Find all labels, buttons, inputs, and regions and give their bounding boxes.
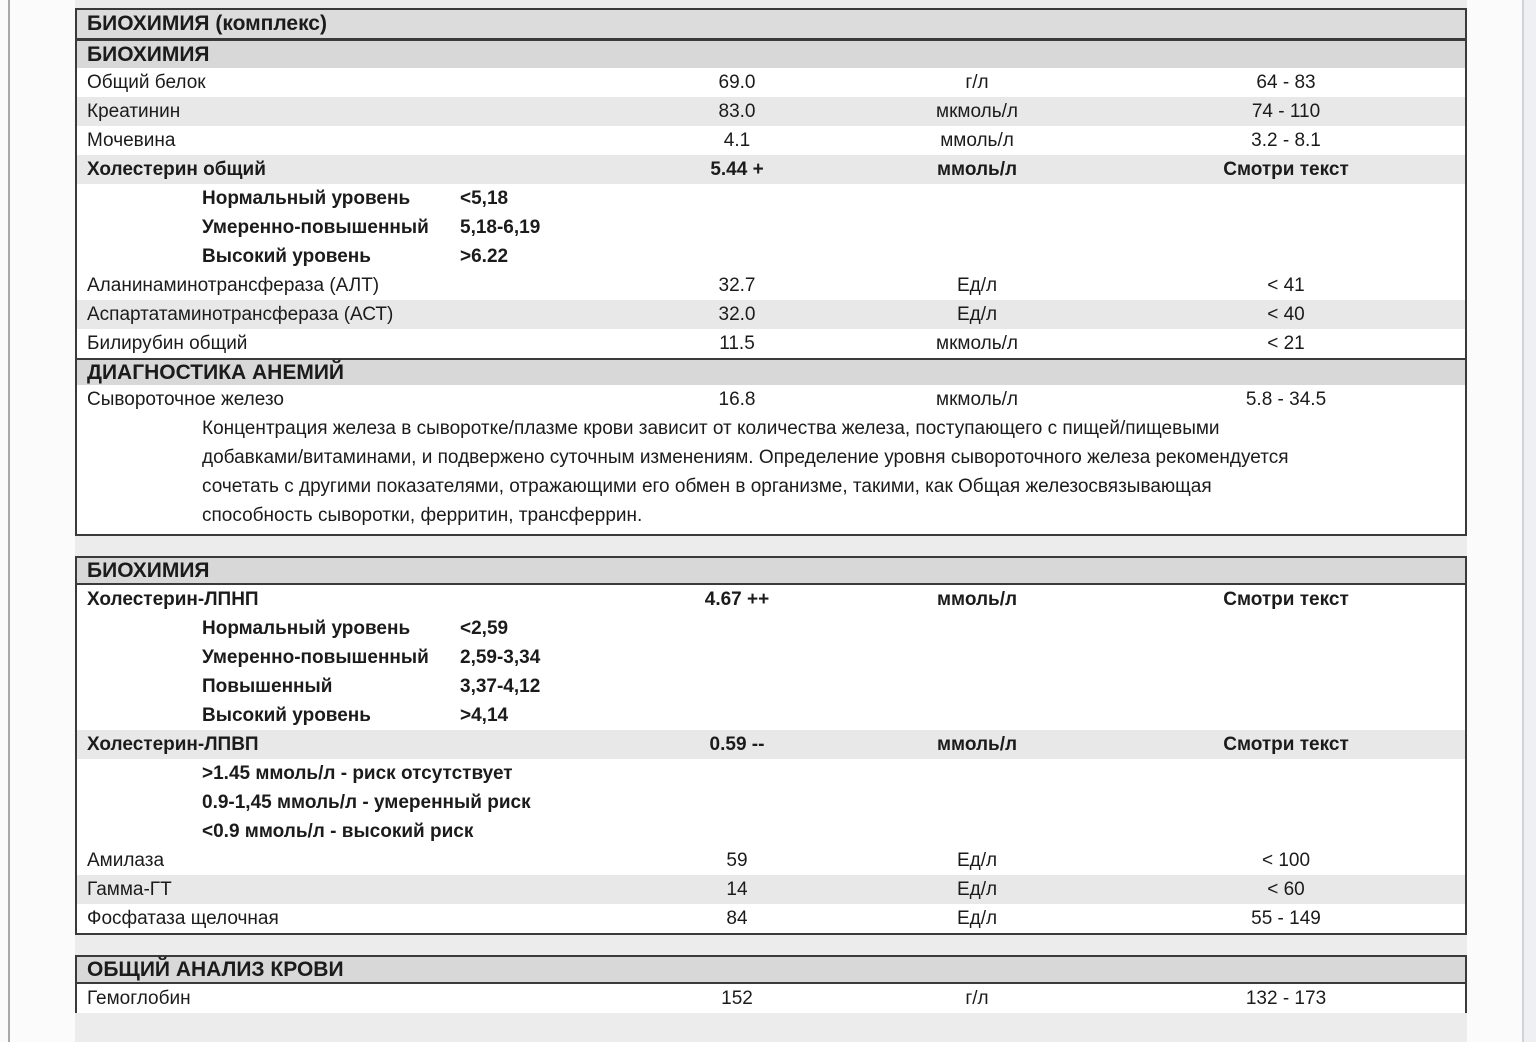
result-unit: Ед/л — [956, 274, 998, 296]
result-value: 69.0 — [718, 71, 756, 93]
result-unit: Ед/л — [956, 878, 998, 900]
analyte-name: Билирубин общий — [87, 332, 248, 354]
cholesterol-level-normal — [77, 184, 1465, 213]
reference-range: Смотри текст — [1223, 733, 1349, 755]
level-label: Умеренно-повышенный — [202, 646, 429, 668]
table-row-creatinine — [77, 97, 1465, 126]
section-header-biochemistry-2 — [77, 558, 1465, 585]
level-label: Нормальный уровень — [202, 187, 411, 209]
risk-note-text: <0.9 ммоль/л - высокий риск — [202, 820, 474, 842]
reference-range: 5.8 - 34.5 — [1245, 388, 1327, 410]
hdl-risk-note-none — [77, 759, 1465, 788]
result-unit: Ед/л — [956, 849, 998, 871]
reference-range: < 41 — [1267, 274, 1305, 296]
analyte-name: Амилаза — [87, 849, 165, 871]
level-value: <5,18 — [460, 187, 509, 209]
reference-range: 74 - 110 — [1251, 100, 1321, 122]
table-row-hemoglobin — [77, 984, 1465, 1013]
result-value: 32.7 — [718, 274, 756, 296]
page-left-edge-rule — [8, 0, 10, 1042]
section-header-label: ДИАГНОСТИКА АНЕМИЙ — [87, 360, 345, 384]
lab-report-document — [75, 0, 1467, 1042]
result-value: 32.0 — [718, 303, 756, 325]
result-value: 4.1 — [723, 129, 751, 151]
reference-range: Смотри текст — [1223, 158, 1349, 180]
cholesterol-level-moderate — [77, 213, 1465, 242]
result-value: 0.59 -- — [709, 733, 765, 755]
level-value: >4,14 — [460, 704, 509, 726]
ldl-level-elevated — [77, 672, 1465, 701]
section-header-label: БИОХИМИЯ — [87, 558, 210, 582]
risk-note-text: >1.45 ммоль/л - риск отсутствует — [202, 762, 513, 784]
reference-range: < 100 — [1261, 849, 1311, 871]
analyte-name: Гамма-ГТ — [87, 878, 172, 900]
table-row-total-protein — [77, 68, 1465, 97]
analyte-name: Креатинин — [87, 100, 181, 122]
level-label: Умеренно-повышенный — [202, 216, 429, 238]
analyte-name: Аланинаминотрансфераза (АЛТ) — [87, 274, 380, 296]
result-value: 83.0 — [718, 100, 756, 122]
panel-biochemistry-lipids — [75, 556, 1467, 935]
table-row-alt — [77, 271, 1465, 300]
analyte-name: Аспартатаминотрансфераза (АСТ) — [87, 303, 394, 325]
comment-line: сочетать с другими показателями, отражающими его обмен в организме, такими, как Общая железосвязывающая — [202, 476, 1212, 497]
level-value: 5,18-6,19 — [460, 216, 541, 238]
table-row-total-cholesterol — [77, 155, 1465, 184]
analyte-name: Сывороточное железо — [87, 388, 284, 410]
analyte-name: Холестерин-ЛПВП — [87, 733, 259, 755]
level-value: 3,37-4,12 — [460, 675, 541, 697]
reference-range: < 40 — [1267, 303, 1305, 325]
section-header-label: ОБЩИЙ АНАЛИЗ КРОВИ — [87, 957, 344, 981]
result-unit: г/л — [965, 71, 989, 93]
result-unit: мкмоль/л — [936, 388, 1018, 410]
result-unit: ммоль/л — [936, 588, 1018, 610]
result-value: 152 — [721, 987, 753, 1009]
comment-line: способность сыворотки, ферритин, трансферрин. — [202, 505, 643, 526]
level-value: <2,59 — [460, 617, 509, 639]
table-row-bilirubin — [77, 329, 1465, 358]
table-row-alkaline-phosphatase — [77, 904, 1465, 933]
reference-range: 64 - 83 — [1256, 71, 1316, 93]
result-unit: г/л — [965, 987, 989, 1009]
level-value: >6.22 — [460, 245, 509, 267]
table-row-hdl-cholesterol — [77, 730, 1465, 759]
reference-range: 55 - 149 — [1251, 907, 1321, 929]
result-value: 59 — [726, 849, 748, 871]
report-title: БИОХИМИЯ (комплекс) — [87, 12, 327, 35]
analyte-name: Фосфатаза щелочная — [87, 907, 279, 929]
result-unit: мкмоль/л — [936, 100, 1018, 122]
section-header-label: БИОХИМИЯ — [87, 42, 210, 66]
section-header-biochemistry — [77, 41, 1465, 68]
section-header-cbc — [77, 957, 1465, 984]
ldl-level-moderate — [77, 643, 1465, 672]
table-row-serum-iron — [77, 385, 1465, 414]
hdl-risk-note-moderate — [77, 788, 1465, 817]
table-row-urea — [77, 126, 1465, 155]
result-unit: ммоль/л — [936, 158, 1018, 180]
reference-range: 132 - 173 — [1245, 987, 1327, 1009]
result-unit: мкмоль/л — [936, 332, 1018, 354]
level-label: Повышенный — [202, 675, 333, 697]
level-label: Высокий уровень — [202, 704, 371, 726]
analyte-name: Общий белок — [87, 71, 206, 93]
result-value: 14 — [726, 878, 748, 900]
ldl-level-high — [77, 701, 1465, 730]
comment-line: Концентрация железа в сыворотке/плазме крови зависит от количества железа, поступающего с пищей/пищевыми — [202, 418, 1220, 439]
result-value: 11.5 — [719, 332, 755, 354]
result-value: 16.8 — [718, 388, 756, 410]
panel-complete-blood-count — [75, 955, 1467, 1013]
cholesterol-level-high — [77, 242, 1465, 271]
report-title-row — [77, 10, 1465, 41]
result-unit: ммоль/л — [940, 129, 1014, 151]
reference-range: 3.2 - 8.1 — [1251, 129, 1321, 151]
analyte-name: Холестерин-ЛПНП — [87, 588, 259, 610]
analyte-name: Холестерин общий — [87, 158, 266, 180]
result-unit: Ед/л — [956, 907, 998, 929]
table-row-amylase — [77, 846, 1465, 875]
result-value: 5.44 + — [710, 158, 764, 180]
analyte-name: Мочевина — [87, 129, 176, 151]
hdl-risk-note-high — [77, 817, 1465, 846]
table-row-ldl-cholesterol — [77, 585, 1465, 614]
level-label: Высокий уровень — [202, 245, 371, 267]
table-row-gamma-gt — [77, 875, 1465, 904]
result-value: 4.67 ++ — [704, 588, 770, 610]
ldl-level-normal — [77, 614, 1465, 643]
level-value: 2,59-3,34 — [460, 646, 541, 668]
table-row-ast — [77, 300, 1465, 329]
risk-note-text: 0.9-1,45 ммоль/л - умеренный риск — [202, 791, 531, 813]
result-unit: ммоль/л — [936, 733, 1018, 755]
analyte-name: Гемоглобин — [87, 987, 191, 1009]
result-value: 84 — [726, 907, 748, 929]
iron-comment — [77, 414, 1465, 534]
result-unit: Ед/л — [956, 303, 998, 325]
reference-range: < 21 — [1267, 332, 1305, 354]
comment-line: добавками/витаминами, и подвержено суточным изменениям. Определение уровня сывороточного железа рекомендуется — [202, 447, 1289, 468]
section-header-anemia-diagnostics — [77, 358, 1465, 385]
level-label: Нормальный уровень — [202, 617, 411, 639]
reference-range: < 60 — [1267, 878, 1305, 900]
vertical-scrollbar[interactable] — [1522, 0, 1536, 1042]
reference-range: Смотри текст — [1223, 588, 1349, 610]
panel-biochemistry-complex — [75, 8, 1467, 536]
